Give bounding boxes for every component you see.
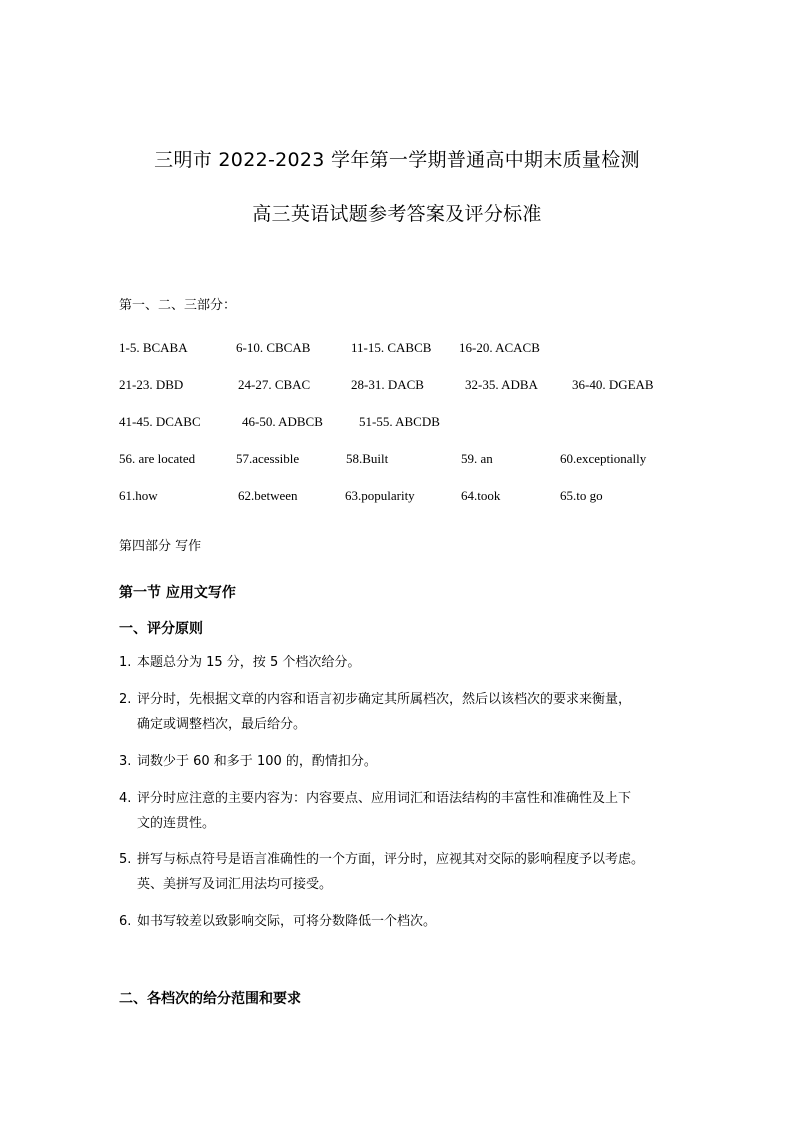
principle-number: 1.	[119, 655, 132, 670]
part-123-label: 第一、二、三部分：	[119, 298, 237, 313]
answer-item: 21-23. DBD	[119, 377, 184, 392]
principle-number: 2.	[119, 692, 132, 707]
answer-item: 63.popularity	[345, 488, 415, 503]
principle-text: 评分时，先根据文章的内容和语言初步确定其所属档次，然后以该档次的要求来衡量，	[137, 692, 632, 707]
principle-text: 评分时应注意的主要内容为：内容要点、应用词汇和语法结构的丰富性和准确性及上下	[137, 791, 632, 806]
answer-item: 57.acessible	[236, 451, 300, 466]
principle-number: 6.	[119, 914, 132, 929]
answer-item: 11-15. CABCB	[351, 340, 432, 355]
answer-item: 6-10. CBCAB	[236, 340, 311, 355]
principle-number: 4.	[119, 791, 132, 806]
answer-row-3	[119, 414, 719, 432]
answer-item: 46-50. ADBCB	[242, 414, 323, 429]
answer-item: 36-40. DGEAB	[572, 377, 654, 392]
answer-row-2	[119, 377, 719, 395]
principle-text-cont: 英、美拼写及词汇用法均可接受。	[137, 877, 333, 892]
principle-item	[119, 749, 689, 774]
principle-text: 本题总分为 15 分，按 5 个档次给分。	[137, 655, 361, 670]
answer-item: 60.exceptionally	[560, 451, 647, 466]
principle-text-cont: 文的连贯性。	[137, 816, 216, 831]
answer-item: 1-5. BCABA	[119, 340, 188, 355]
principle-item	[119, 687, 689, 737]
answer-row-4	[119, 451, 719, 469]
answer-item: 16-20. ACACB	[459, 340, 540, 355]
answer-item: 65.to go	[560, 488, 603, 503]
levels-heading: 二、各档次的给分范围和要求	[119, 991, 301, 1007]
principle-text-cont: 确定或调整档次，最后给分。	[137, 717, 307, 732]
principle-item	[119, 650, 689, 675]
answer-item: 56. are located	[119, 451, 196, 466]
principle-item	[119, 909, 689, 934]
answer-row-5	[119, 488, 719, 506]
answer-row-1	[119, 340, 719, 358]
principle-text: 词数少于 60 和多于 100 的，酌情扣分。	[137, 754, 377, 769]
answer-item: 61.how	[119, 488, 158, 503]
answer-item: 32-35. ADBA	[465, 377, 538, 392]
document-subtitle: 高三英语试题参考答案及评分标准	[252, 203, 542, 225]
principle-item	[119, 847, 689, 897]
principle-text: 如书写较差以致影响交际，可将分数降低一个档次。	[137, 914, 437, 929]
document-title: 三明市 2022-2023 学年第一学期普通高中期末质量检测	[154, 149, 640, 171]
principle-number: 5.	[119, 852, 132, 867]
principle-number: 3.	[119, 754, 132, 769]
answer-item: 51-55. ABCDB	[359, 414, 440, 429]
principle-item	[119, 786, 689, 836]
answer-item: 24-27. CBAC	[238, 377, 311, 392]
answer-item: 62.between	[238, 488, 298, 503]
part-4-label: 第四部分 写作	[119, 539, 202, 554]
answer-item: 59. an	[461, 451, 493, 466]
answer-item: 41-45. DCABC	[119, 414, 201, 429]
answer-item: 28-31. DACB	[351, 377, 424, 392]
principles-heading: 一、评分原则	[119, 621, 203, 637]
answer-item: 64.took	[461, 488, 501, 503]
answer-item: 58.Built	[346, 451, 389, 466]
principle-text: 拼写与标点符号是语言准确性的一个方面，评分时，应视其对交际的影响程度予以考虑。	[137, 852, 645, 867]
section-1-heading: 第一节 应用文写作	[119, 585, 236, 601]
